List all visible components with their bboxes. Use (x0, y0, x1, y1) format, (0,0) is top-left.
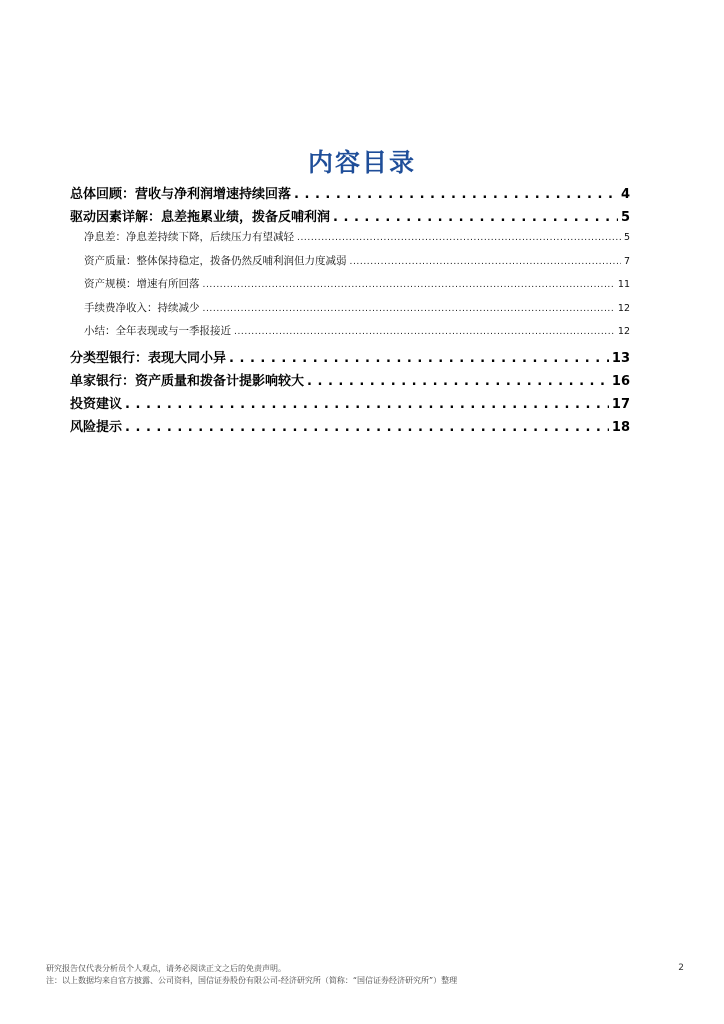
toc-entry-label: 小结：全年表现或与一季报接近 (84, 325, 231, 337)
toc-entry-label: 净息差：净息差持续下降，后续压力有望减轻 (84, 231, 294, 243)
toc-entry-page: 5 (620, 210, 630, 225)
disclaimer-line: 研究报告仅代表分析员个人观点，请务必阅读正文之后的免责声明。 (46, 964, 286, 973)
toc-entry-label: 分类型银行：表现大同小异 (70, 350, 227, 366)
toc-subentry[interactable] (70, 276, 630, 300)
table-of-contents (70, 183, 630, 439)
toc-leader-dots (203, 302, 615, 314)
toc-leader-dots (125, 420, 609, 435)
toc-entry-label: 单家银行：资产质量和拨备计提影响较大 (70, 373, 305, 389)
toc-entry-label: 驱动因素详解：息差拖累业绩，拨备反哺利润 (70, 210, 331, 225)
toc-entry-label: 总体回顾：营收与净利润增速持续回落 (70, 187, 292, 202)
toc-subentry[interactable] (70, 300, 630, 324)
toc-subentry[interactable] (70, 229, 630, 253)
toc-entry-label: 风险提示 (70, 419, 123, 435)
toc-entry-label: 资产质量：整体保持稳定，拨备仍然反哺利润但力度减弱 (84, 254, 347, 267)
toc-entry[interactable] (70, 370, 630, 393)
toc-entry[interactable] (70, 347, 630, 370)
toc-leader-dots (333, 210, 618, 225)
toc-entry-label: 手续费净收入：持续减少 (84, 301, 200, 314)
toc-entry[interactable] (70, 416, 630, 439)
toc-leader-dots (125, 397, 609, 412)
toc-entry-page: 11 (617, 279, 630, 290)
toc-leader-dots (294, 187, 618, 202)
toc-entry-page: 12 (617, 326, 630, 337)
toc-entry-page: 7 (623, 255, 630, 267)
toc-leader-dots (229, 351, 609, 366)
toc-entry-label: 资产规模：增速有所回落 (84, 278, 200, 290)
toc-entry-page: 18 (611, 419, 630, 435)
toc-entry-page: 5 (623, 232, 630, 243)
page-number: 2 (678, 963, 684, 973)
toc-entry-page: 13 (611, 350, 630, 366)
toc-leader-dots (350, 255, 621, 267)
toc-leader-dots (307, 374, 609, 389)
source-note-line: 注：以上数据均来自官方披露、公司资料，国信证券股份有限公司-经济研究所（简称：“国信证券经济研究所”）整理 (46, 976, 458, 985)
toc-entry[interactable] (70, 183, 630, 206)
toc-leader-dots (234, 325, 615, 337)
toc-entry-page: 17 (611, 396, 630, 412)
toc-title: 内容目录 (307, 148, 416, 177)
toc-entry-page: 16 (611, 373, 630, 389)
footer-disclaimer (46, 963, 686, 987)
toc-subentry[interactable] (70, 323, 630, 347)
toc-entry-page: 12 (617, 302, 630, 314)
toc-entry[interactable] (70, 206, 630, 229)
toc-leader-dots (297, 231, 621, 243)
toc-subentry[interactable] (70, 253, 630, 277)
toc-leader-dots (203, 278, 615, 290)
toc-entry-label: 投资建议 (70, 396, 123, 412)
toc-entry-page: 4 (620, 187, 630, 202)
toc-entry[interactable] (70, 393, 630, 416)
